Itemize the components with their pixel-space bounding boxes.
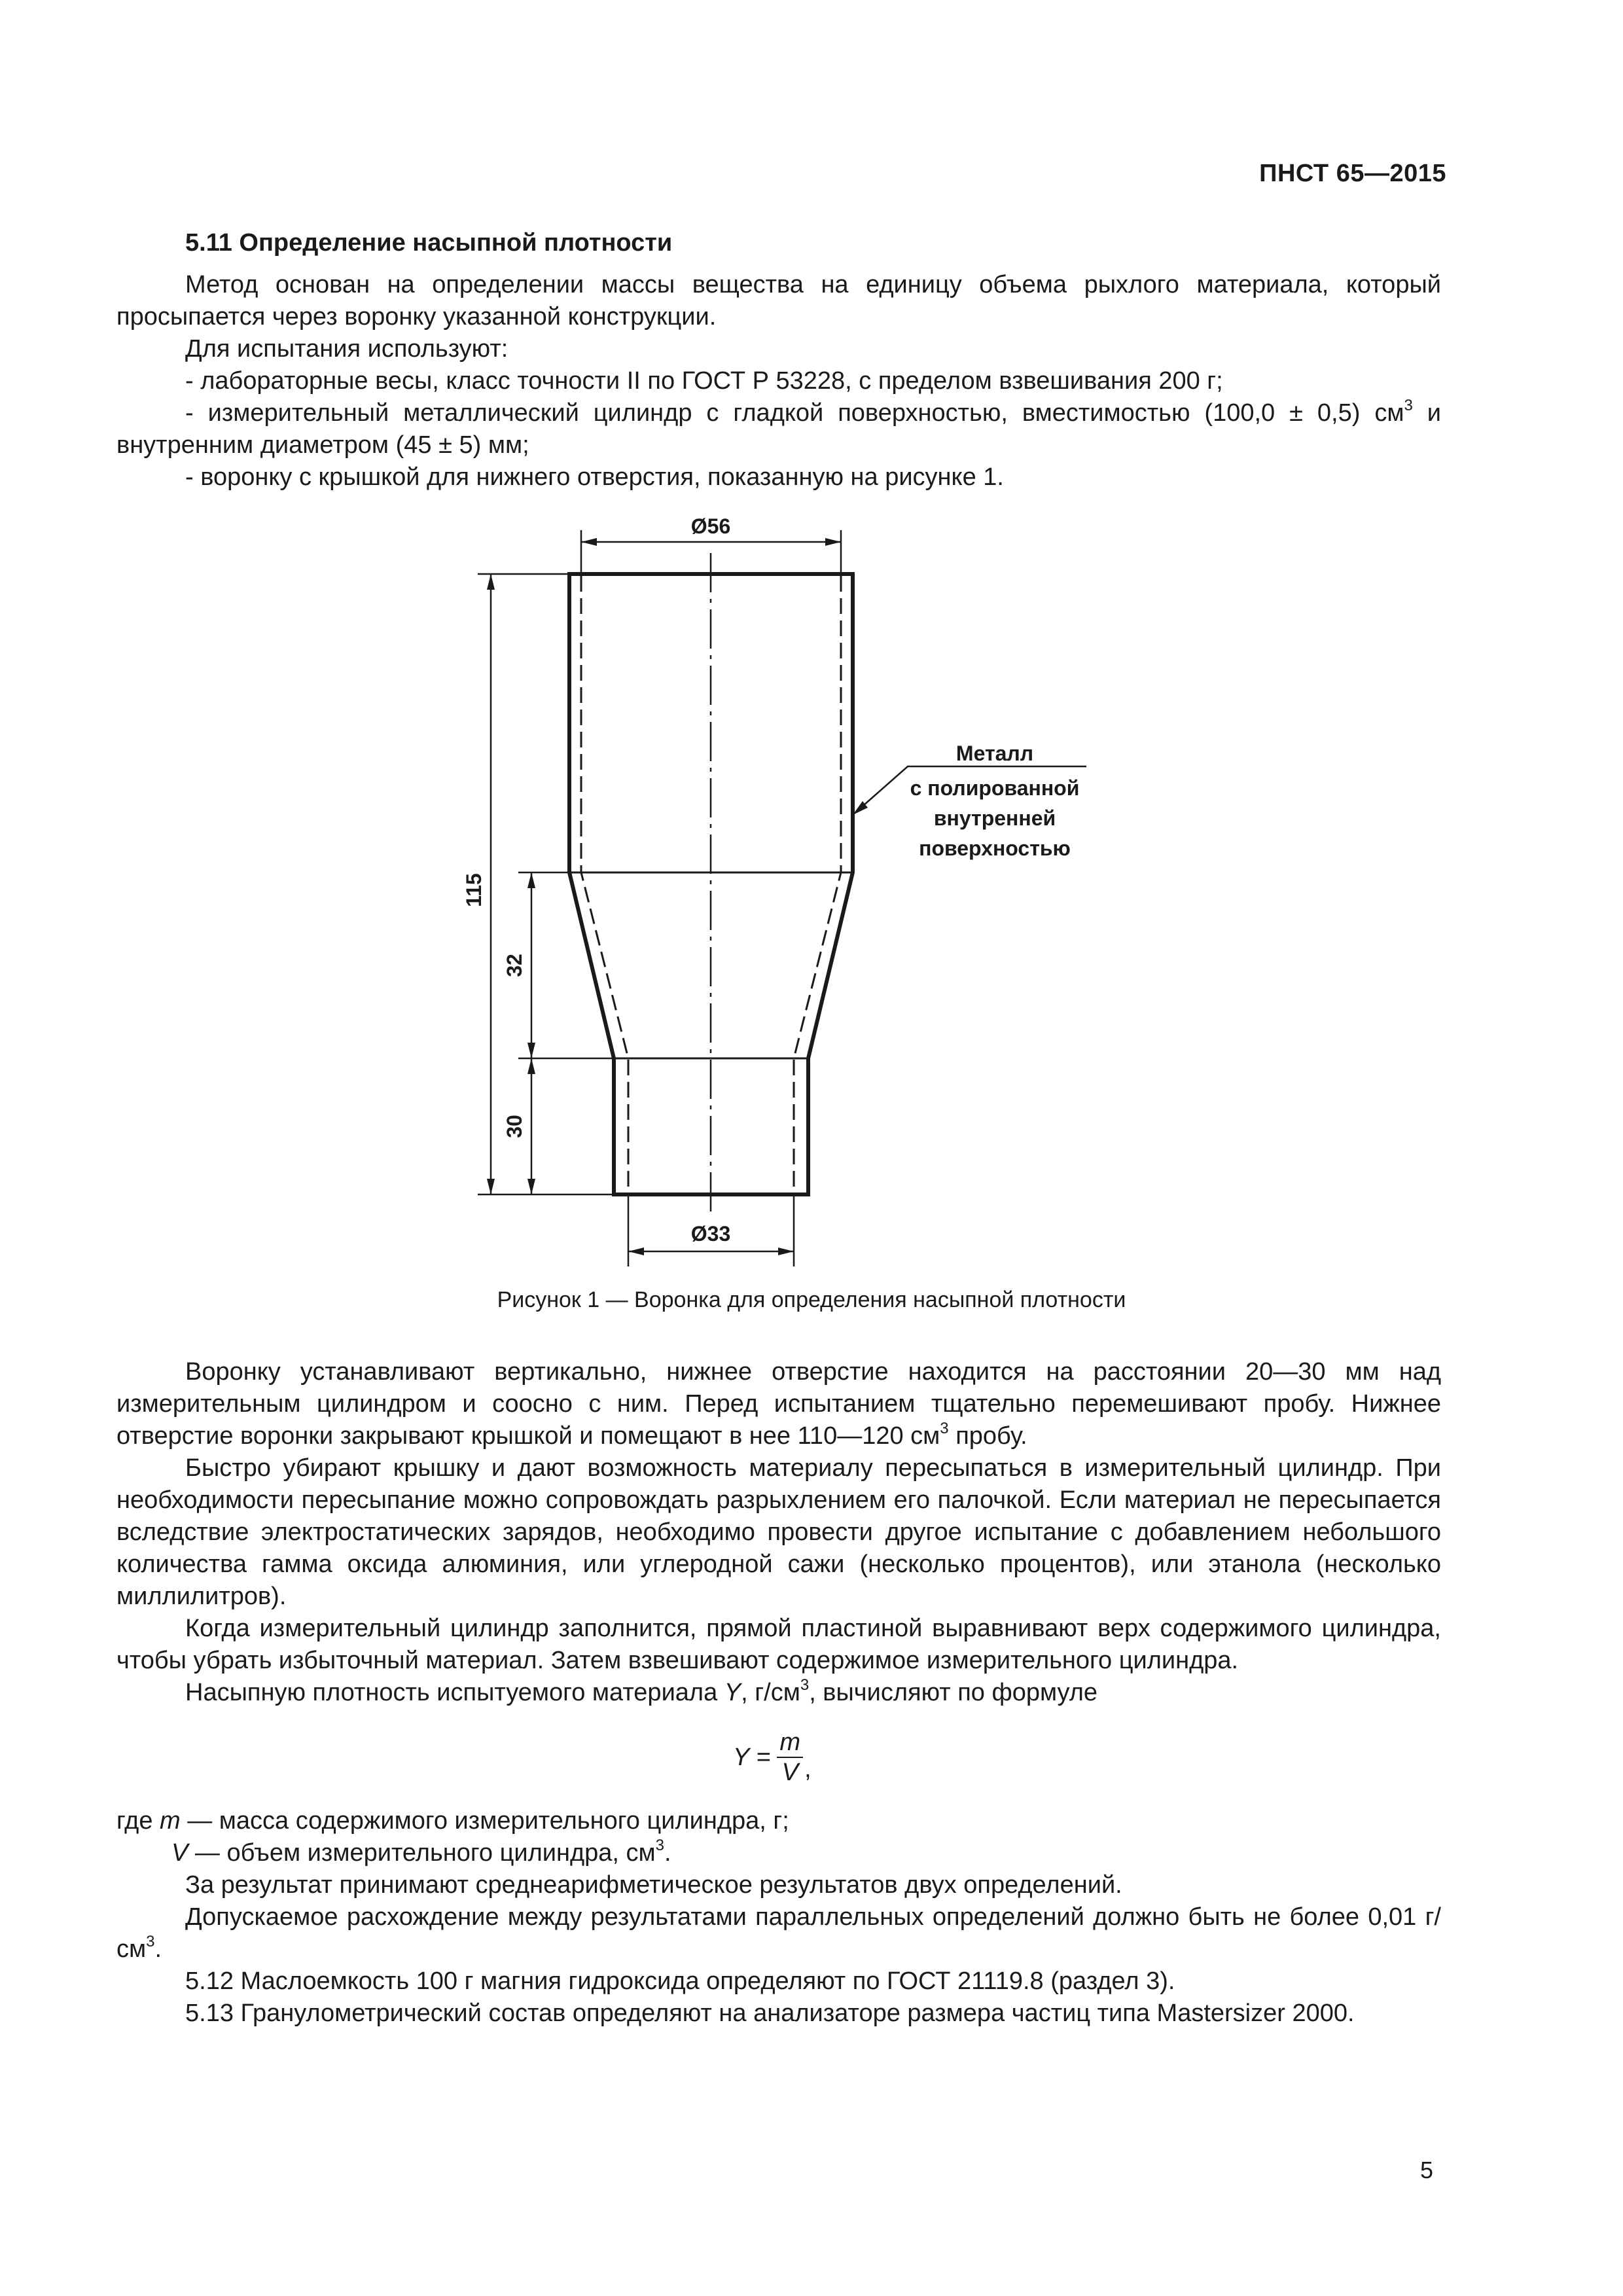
paragraph-method: Метод основан на определении массы вещества на единицу объема рыхлого материала, который просыпается через воронку указанной конструкции. [116, 271, 1441, 331]
label-line-4: поверхностью [919, 836, 1071, 860]
inner-wall-right [794, 576, 841, 1193]
dim-text-bottom-cyl: 30 [503, 1115, 526, 1138]
figure-caption: Рисунок 1 — Воронка для определения насыпной плотности [497, 1287, 1126, 1312]
section-heading: 5.11 Определение насыпной плотности [185, 229, 673, 257]
paragraph-formula-intro: Насыпную плотность испытуемого материала Y, $г/см^3$, вычисляют по формуле [185, 1676, 1098, 1706]
label-line-3: внутренней [933, 806, 1056, 830]
dim-text-top: Ø56 [690, 514, 731, 538]
list-item-scales: - лабораторные весы, класс точности II по ГОСТ Р 53228, с пределом взвешивания 200 г; [185, 367, 1223, 395]
formula-fraction [777, 1728, 803, 1787]
procedure-text [116, 1356, 1441, 1709]
where-line-v: V — объем измерительного цилиндра, $см^3$. [171, 1837, 671, 1867]
paragraph-tolerance: Допускаемое расхождение между результатами параллельных определений должно быть не более 0,01 $г/см^3$. [116, 1903, 1441, 1963]
paragraph-5-12: 5.12 Маслоемкость 100 г магния гидроксида определяют по ГОСТ 21119.8 (раздел 3). [185, 1967, 1175, 1995]
inner-wall-left [581, 576, 628, 1193]
formula-denominator: V [781, 1759, 798, 1786]
formula-explanation [116, 1805, 1441, 2030]
density-formula [733, 1728, 812, 1787]
list-item-funnel: - воронку с крышкой для нижнего отверстия, показанную на рисунке 1. [185, 463, 1004, 491]
label-line-2: с полированной [910, 776, 1080, 800]
paragraph-5-13: 5.13 Гранулометрический состав определяют на анализаторе размера частиц типа Mastersizer 2000. [185, 2000, 1355, 2027]
formula-lhs: Y = [733, 1743, 771, 1771]
paragraph-equipment-intro: Для испытания используют: [185, 335, 508, 363]
where-line-m: где m — масса содержимого измерительного цилиндра, г; [116, 1807, 789, 1835]
dim-text-total: 115 [462, 873, 486, 907]
label-line-1: Металл [955, 742, 1034, 765]
page-number: 5 [1419, 2157, 1433, 2183]
dim-text-bottom: Ø33 [690, 1222, 731, 1246]
paragraph-result: За результат принимают среднеарифметическое результатов двух определений. [185, 1871, 1122, 1899]
dim-text-cone: 32 [503, 954, 526, 977]
paragraph-setup: Воронку устанавливают вертикально, нижнее отверстие находится на расстоянии 20—30 мм над измерительным цилиндром и соосно с ним. Перед испытанием тщательно перемешивают пробу. Нижнее отверстие воронки закрывают крышкой и помещают в нее 110—120 $см^3$ пробу. [116, 1358, 1441, 1450]
paragraph-pouring: Быстро убирают крышку и дают возможность материалу пересыпаться в измерительный цилиндр. При необходимости пересыпание можно сопровождать разрыхлением его палочкой. Если материал не пересыпается вследствие электростатических зарядов, необходимо провести другое испытание с добавлением небольшого количества гамма оксида алюминия, или углеродной сажи (несколько процентов), или этанола (несколько миллилитров). [116, 1454, 1441, 1610]
list-item-cylinder: - измерительный металлический цилиндр с гладкой поверхностью, вместимостью (100,0 ± 0,5) $см^3$ и внутренним диаметром (45 ± 5) мм; [116, 397, 1441, 459]
formula-comma: , [804, 1755, 812, 1783]
document-code: ПНСТ 65—2015 [1259, 160, 1446, 187]
formula-numerator: m [777, 1728, 803, 1758]
paragraph-leveling: Когда измерительный цилиндр заполнится, прямой пластиной выравнивают верх содержимого цилиндра, чтобы убрать избыточный материал. Затем взвешивают содержимое измерительного цилиндра. [116, 1615, 1441, 1674]
